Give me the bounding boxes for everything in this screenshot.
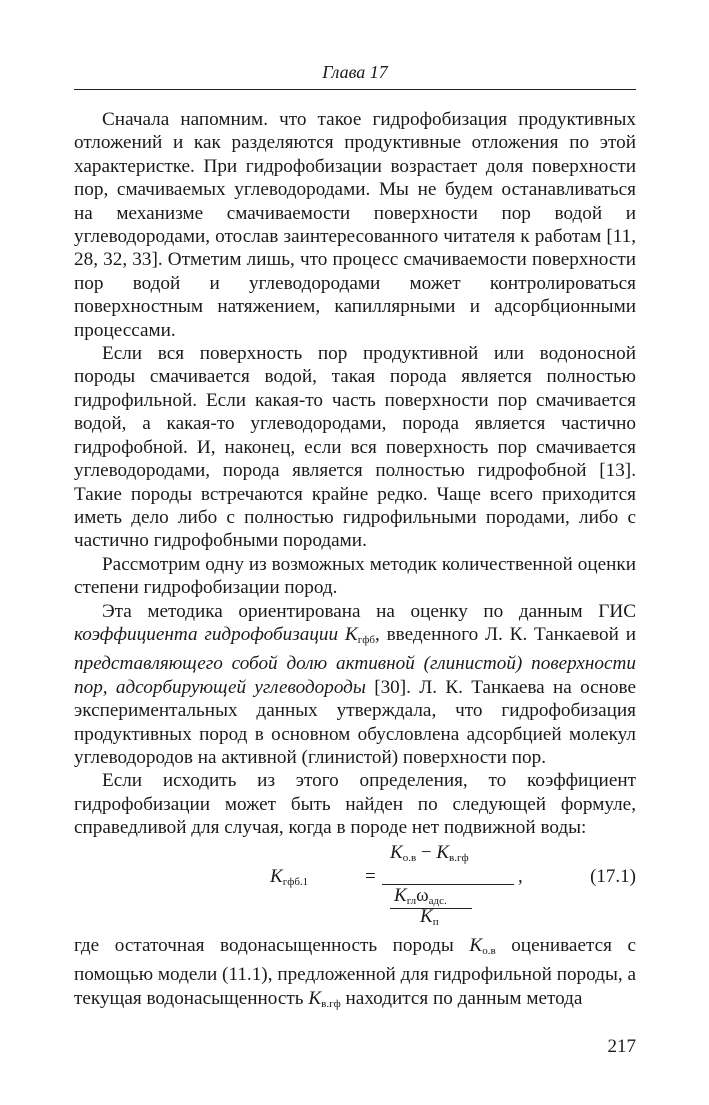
p4-e: [30]. Л. К. Танкаева на основе экспериментальных данных утверждала, что гидрофобизация продуктивных пород в основном обусловлена адсорбцией молекул углеводородов на активной (глинистой) поверхности пор.	[74, 676, 636, 768]
p6-k-vgf-sub: в.гф	[321, 997, 341, 1010]
paragraph-2: Если вся поверхность пор продуктивной или водоносной породы смачивается водой, такая порода является полностью гидрофильной. Если какая-то часть поверхности пор смачивается водой, а какая-то углеводородами, порода является частично гидрофобной. И, наконец, если вся поверхность пор смачивается углеводородами, порода является полностью гидрофобной [13]. Такие породы встречаются крайне редко. Чаще всего приходится иметь дело либо с полностью гидрофильными породами, либо с частично гидрофобными породами.	[74, 343, 636, 552]
p4-c: , введенного Л. К. Танкаевой и	[374, 623, 636, 645]
p4-k-sub: гфб	[357, 633, 375, 646]
body-text	[74, 108, 636, 840]
formula-k-p: K	[420, 906, 433, 927]
formula-k-gl-sub: гл	[406, 895, 417, 907]
formula-inner-numerator	[394, 885, 447, 907]
formula-k-ov: K	[390, 842, 403, 863]
p6-c: находится по данным метода	[340, 987, 583, 1009]
formula-lhs	[270, 866, 308, 888]
formula-equals: =	[365, 866, 376, 887]
formula-number: (17.1)	[590, 866, 636, 887]
p4-term: коэффициента гидрофобизации	[74, 623, 345, 645]
header-rule	[74, 89, 636, 90]
paragraph-4	[74, 600, 636, 770]
formula-lhs-sub: гфб.1	[282, 876, 309, 888]
page-number: 217	[607, 1036, 636, 1057]
chapter-header: Глава 17	[322, 62, 388, 82]
formula-k-ov-sub: о.в	[402, 852, 417, 864]
formula-omega: ω	[416, 885, 429, 906]
paragraph-5: Если исходить из этого определения, то коэффициент гидрофобизации может быть найден по следующей формуле, справедливой для случая, когда в породе нет подвижной воды:	[74, 770, 636, 839]
formula-numerator	[390, 842, 469, 864]
p6-k-ov: K	[469, 935, 483, 956]
paragraph-1: Сначала напомним. что такое гидрофобизация продуктивных отложений и как разделяются продуктивные отложения по этой характеристке. При гидрофобизации возрастает доля поверхности пор, смачиваемых углеводородами. Мы не будем останавливаться на механизме смачиваемости поверхности пор водой и углеводородами, отослав заинтересованного читателя к работам [11, 28, 32, 33]. Отметим лишь, что процесс смачиваемости поверхности пор водой и углеводородами может контролироваться поверхностным натяжением, капиллярными и адсорбционными процессами.	[74, 109, 636, 341]
formula-minus: −	[416, 842, 437, 863]
p4-a: Эта методика ориентирована на оценку по данным ГИС	[102, 600, 636, 622]
formula-k-vgf: K	[436, 842, 450, 863]
formula-omega-sub: адс.	[428, 895, 447, 907]
formula-inner-denominator	[420, 906, 439, 928]
p6-k-vgf: K	[308, 987, 322, 1009]
formula-comma: ,	[518, 866, 523, 887]
p4-k-symbol: K	[344, 623, 358, 645]
p4-definition: представляющего собой долю активной (глинистой) поверхности пор, адсорбирующей углеводороды	[74, 653, 636, 698]
formula-k-p-sub: п	[432, 916, 439, 928]
formula-lhs-symbol: K	[270, 866, 283, 887]
formula-17-1	[74, 842, 636, 930]
formula-k-vgf-sub: в.гф	[449, 852, 469, 864]
p6-a: где остаточная водонасыщенность породы	[74, 935, 470, 956]
body-text-after-formula	[74, 934, 636, 1016]
formula-k-gl: K	[394, 885, 407, 906]
paragraph-6	[74, 934, 636, 1016]
paragraph-3: Рассмотрим одну из возможных методик количественной оценки степени гидрофобизации пород.	[74, 553, 636, 599]
p6-k-ov-sub: о.в	[482, 945, 496, 957]
p6-b: оценивается с помощью модели (11.1), предложенной для гидрофильной породы, а текущая водонасыщенность	[74, 935, 636, 1009]
